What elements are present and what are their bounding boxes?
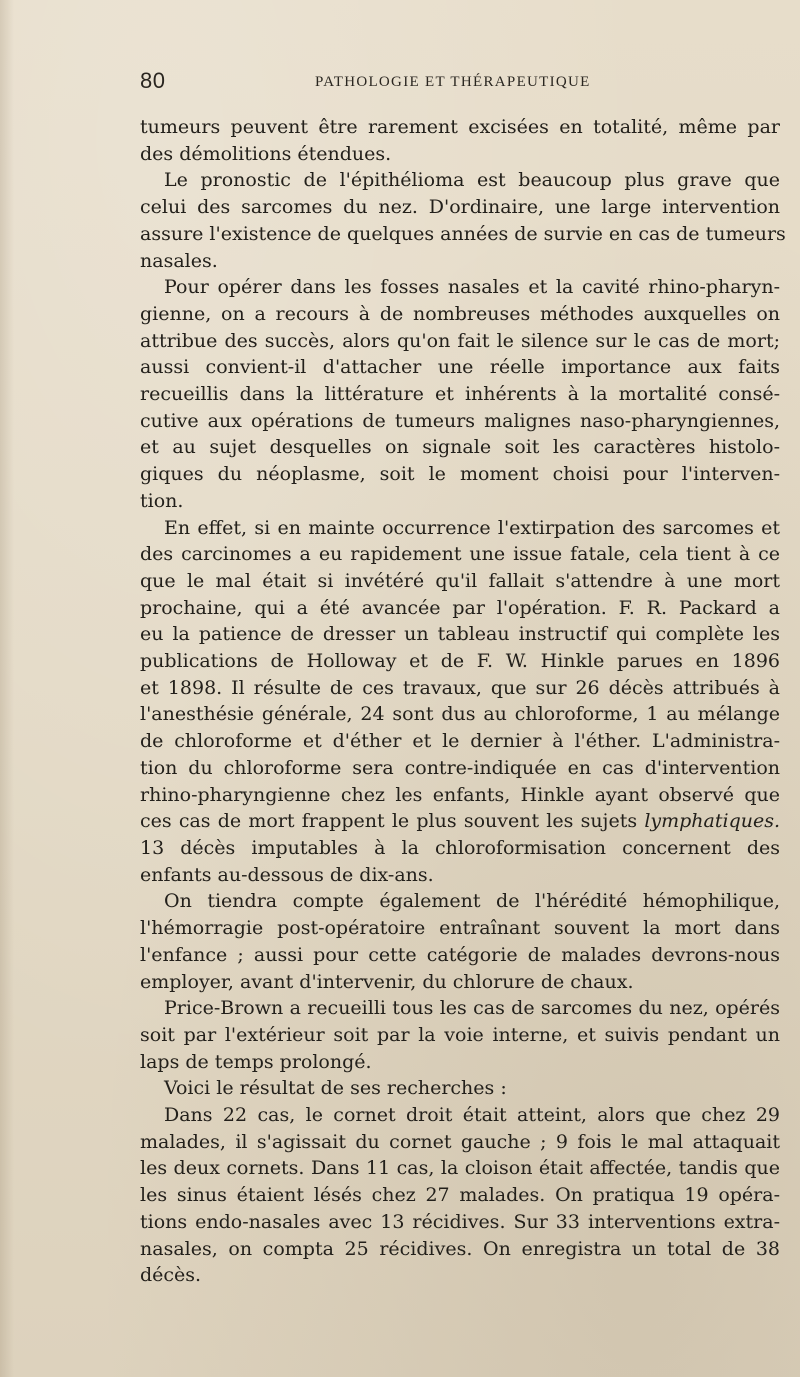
- page-number: 80: [140, 68, 166, 93]
- text-line: des démolitions étendues.: [140, 142, 392, 165]
- text-line: les deux cornets. Dans 11 cas, la cloison était affectée, tandis que: [140, 1157, 780, 1180]
- text-line: aussi convient-il d'attacher une réelle importance aux faits: [140, 356, 780, 379]
- text-line-main: ces cas de mort frappent le plus souvent les sujets: [140, 810, 638, 833]
- text-line: et au sujet desquelles on signale soit les caractères histolo-: [140, 436, 780, 459]
- paragraph-start-line: Pour opérer dans les fosses nasales et la cavité rhino-pharyn-: [164, 276, 780, 299]
- paragraph-start-line: Dans 22 cas, le cornet droit était atteint, alors que chez 29: [164, 1104, 780, 1127]
- paragraph-start-line: On tiendra compte également de l'hérédité hémophilique,: [164, 890, 780, 913]
- text-line: eu la patience de dresser un tableau instructif qui complète les: [140, 623, 780, 646]
- text-line: laps de temps prolongé.: [140, 1050, 372, 1073]
- running-title: PATHOLOGIE ET THÉRAPEUTIQUE: [315, 74, 591, 90]
- text-line: recueillis dans la littérature et inhérents à la mortalité consé-: [140, 383, 780, 406]
- text-line: nasales, on compta 25 récidives. On enregistra un total de 38: [140, 1237, 780, 1260]
- text-line: rhino-pharyngienne chez les enfants, Hinkle ayant observé que: [140, 783, 780, 806]
- italic-word: lymphatiques.: [644, 810, 781, 833]
- text-line: 13 décès imputables à la chloroformisation concernent des: [140, 836, 780, 859]
- text-line: malades, il s'agissait du cornet gauche ; 9 fois le mal attaquait: [140, 1130, 780, 1153]
- paragraph-start-line: Price-Brown a recueilli tous les cas de sarcomes du nez, opérés: [164, 997, 780, 1020]
- text-line: tion.: [140, 489, 184, 512]
- text-line: tion du chloroforme sera contre-indiquée en cas d'intervention: [140, 756, 780, 779]
- text-line: attribue des succès, alors qu'on fait le silence sur le cas de mort;: [140, 329, 780, 352]
- text-line: l'anesthésie générale, 24 sont dus au chloroforme, 1 au mélange: [140, 703, 780, 726]
- text-line: tions endo-nasales avec 13 récidives. Sur 33 interventions extra-: [140, 1210, 780, 1233]
- text-line: enfants au-dessous de dix-ans.: [140, 863, 434, 886]
- paragraph-start-line: Voici le résultat de ses recherches :: [164, 1077, 507, 1100]
- text-line: cutive aux opérations de tumeurs malignes naso-pharyngiennes,: [140, 409, 780, 432]
- text-line: et 1898. Il résulte de ces travaux, que sur 26 décès attribués à: [140, 676, 780, 699]
- text-line: de chloroforme et d'éther et le dernier à l'éther. L'administra-: [140, 730, 780, 753]
- text-line: assure l'existence de quelques années de survie en cas de tumeurs: [140, 222, 786, 245]
- text-line: gienne, on a recours à de nombreuses méthodes auxquelles on: [140, 302, 780, 325]
- text-line: que le mal était si invétéré qu'il fallait s'attendre à une mort: [140, 569, 780, 592]
- body-text: [140, 114, 786, 1289]
- text-line: tumeurs peuvent être rarement excisées en totalité, même par: [140, 116, 780, 138]
- text-line: soit par l'extérieur soit par la voie interne, et suivis pendant un: [140, 1023, 780, 1046]
- paragraph-start-line: En effet, si en mainte occurrence l'extirpation des sarcomes et: [164, 516, 780, 539]
- text-line: l'enfance ; aussi pour cette catégorie de malades devrons-nous: [140, 943, 780, 966]
- paragraph-start-line: Le pronostic de l'épithélioma est beaucoup plus grave que: [164, 169, 780, 192]
- text-line: giques du néoplasme, soit le moment choisi pour l'interven-: [140, 463, 780, 486]
- text-line: les sinus étaient lésés chez 27 malades. On pratiqua 19 opéra-: [140, 1184, 780, 1207]
- text-line: employer, avant d'intervenir, du chlorure de chaux.: [140, 970, 634, 993]
- text-line: décès.: [140, 1264, 202, 1287]
- text-line: [140, 808, 780, 835]
- text-line: l'hémorragie post-opératoire entraînant souvent la mort dans: [140, 917, 780, 940]
- text-line: celui des sarcomes du nez. D'ordinaire, une large intervention: [140, 196, 780, 219]
- text-line: des carcinomes a eu rapidement une issue fatale, cela tient à ce: [140, 543, 780, 566]
- text-line: nasales.: [140, 249, 218, 272]
- text-line: prochaine, qui a été avancée par l'opération. F. R. Packard a: [140, 596, 780, 619]
- page-header: [140, 66, 780, 100]
- text-line: publications de Holloway et de F. W. Hinkle parues en 1896: [140, 650, 780, 673]
